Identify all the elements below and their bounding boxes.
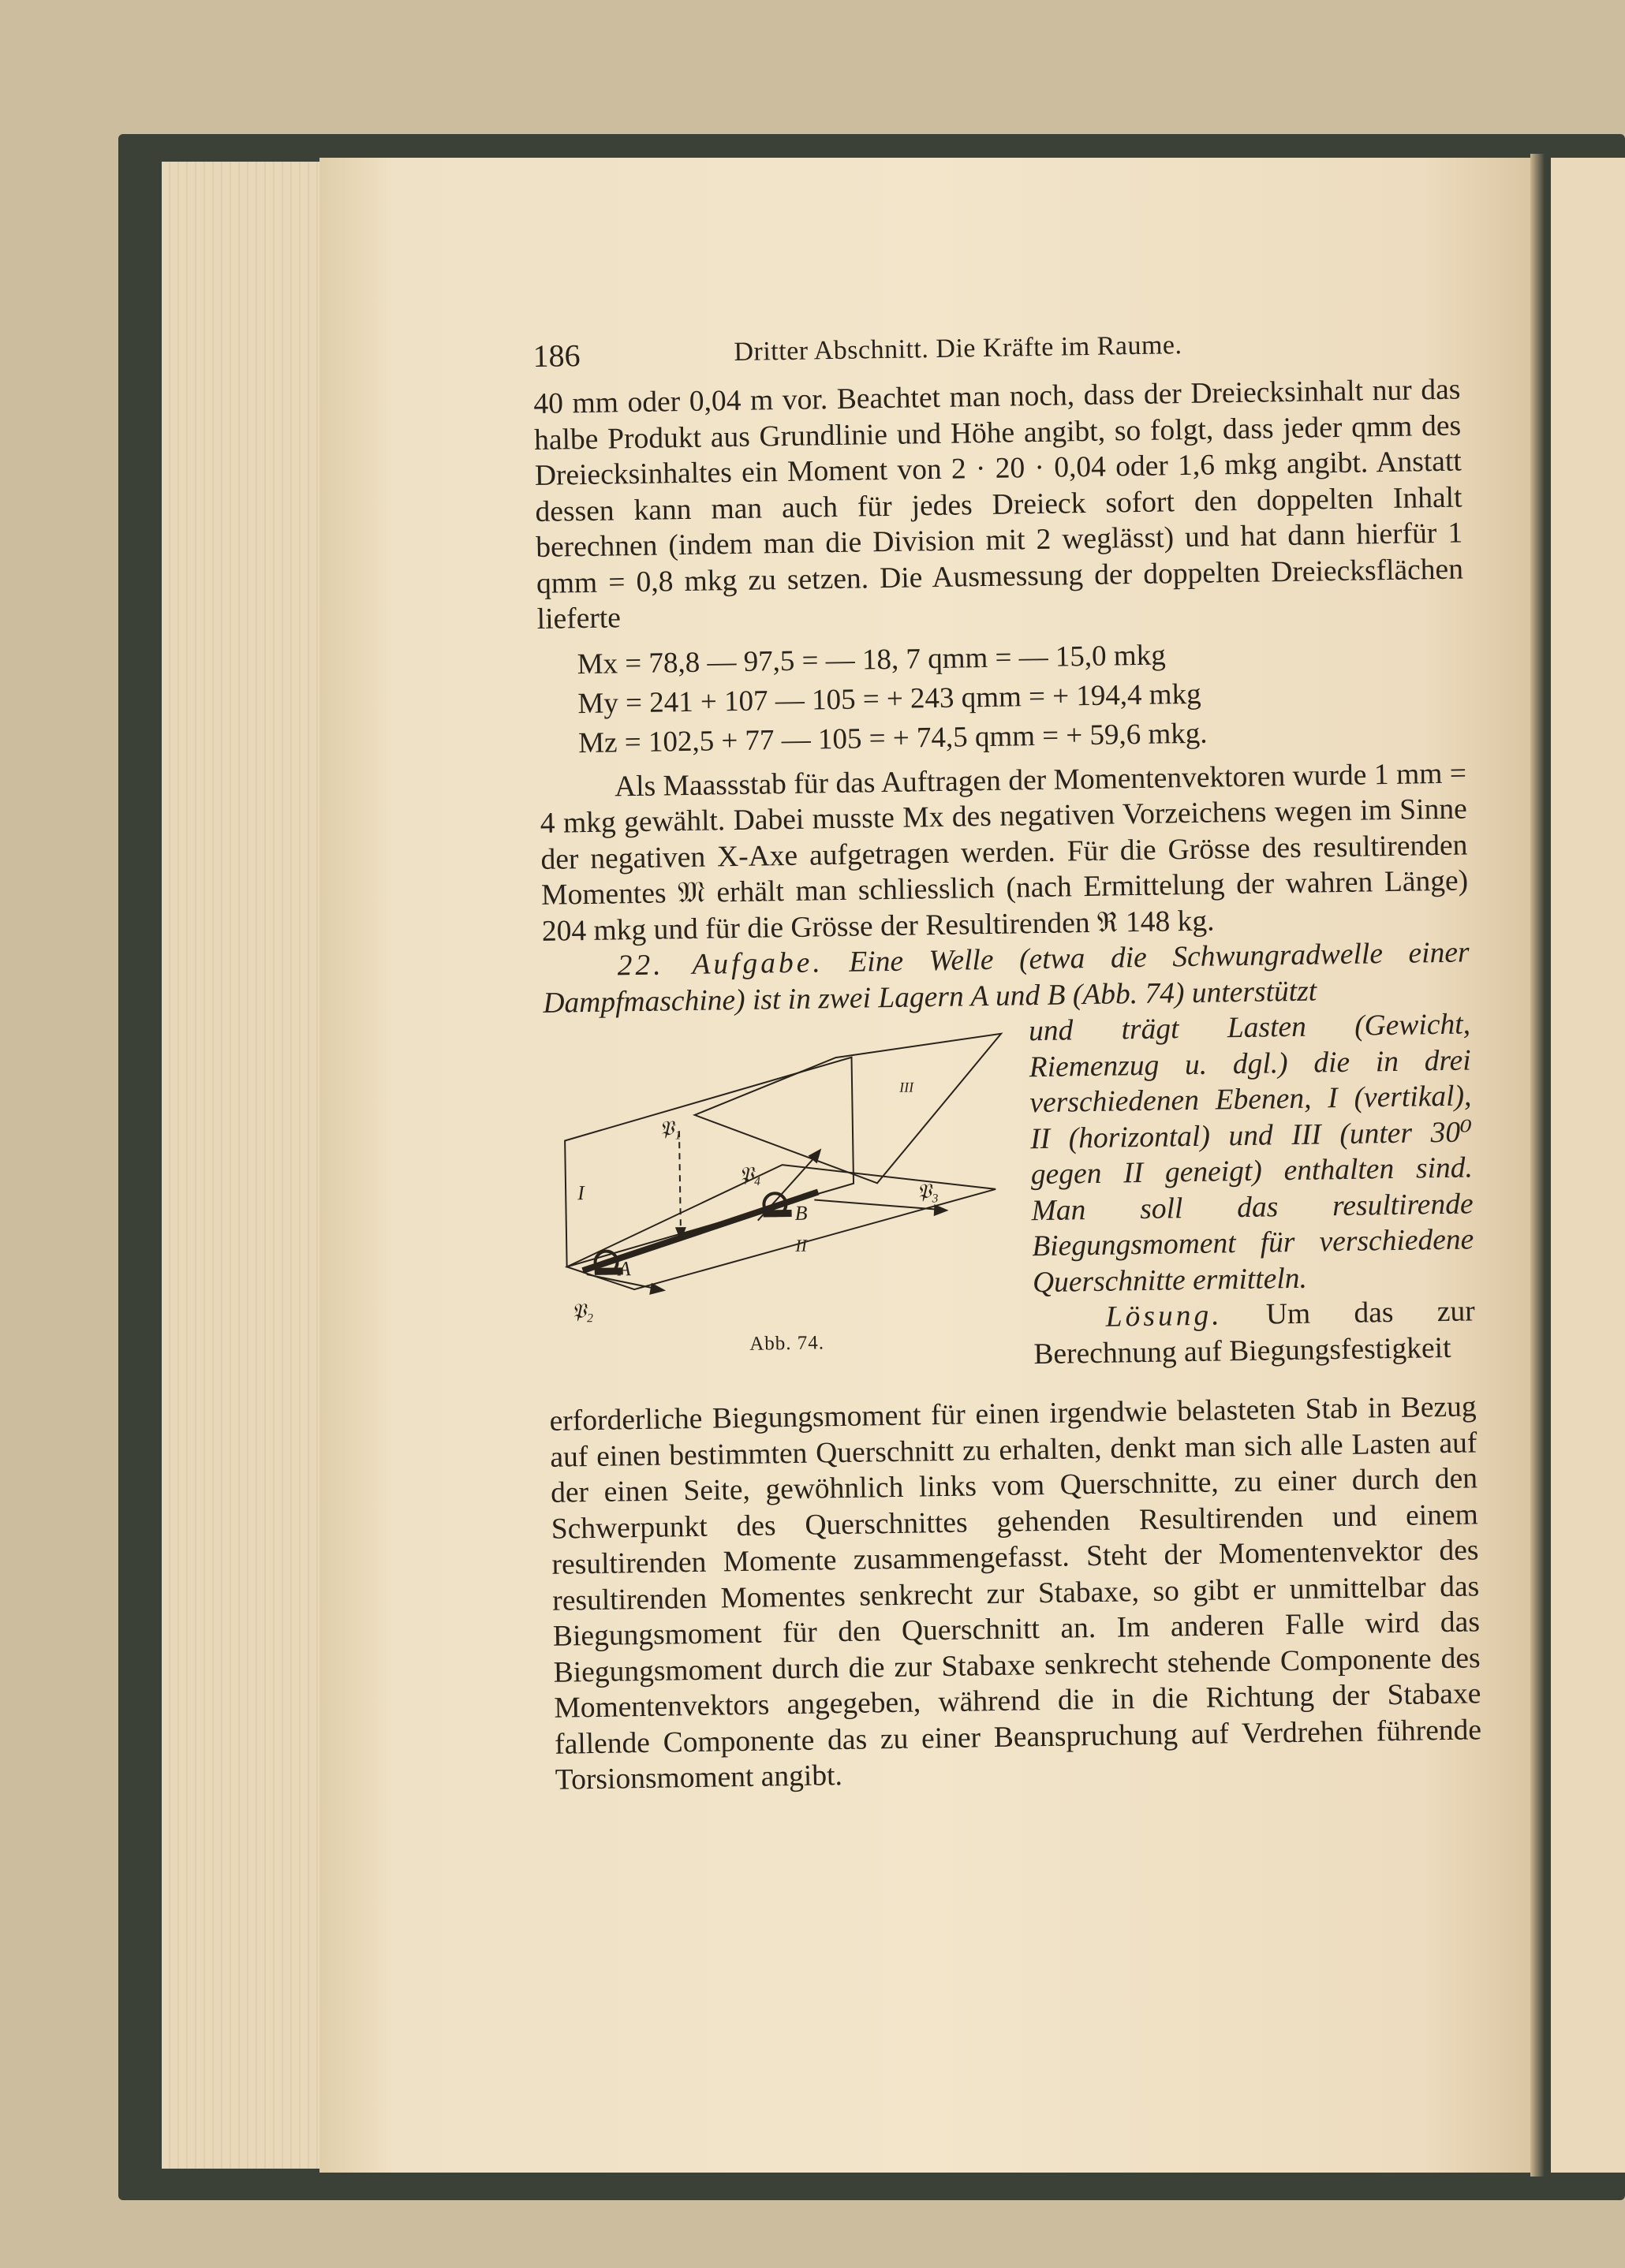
facing-page-edge	[1551, 158, 1625, 2173]
figure-74	[544, 1013, 1035, 1404]
label-point-a: A	[618, 1257, 631, 1281]
label-force-p3: 𝔓₃	[916, 1180, 939, 1203]
formula-block	[577, 631, 1466, 763]
paragraph-3: erforderliche Biegungsmoment für einen irgendwie belasteten Stab in Bezug auf einen bestimmten Querschnitt zu erhalten, denkt man sich alle Lasten auf der einen Seite, gewöhnlich links vom Querschnitte, zu einer durch den Schwerpunkt des Querschnittes gehenden Resultirenden und einem resultirenden Momente zusammengefasst. Steht der Momentenvektor des resultirenden Momentes senkrecht zur Stabaxe, so gibt er unmittelbar das Biegungsmoment für den Querschnitt an. Im anderen Falle wird das Biegungsmoment durch die zur Stabaxe senkrecht stehende Componente des Momentenvektors angegeben, während die in die Richtung der Stabaxe fallende Componente das zu einer Beanspruchung auf Verdrehen führende Torsionsmoment angibt.	[549, 1390, 1482, 1796]
label-point-b: B	[794, 1201, 808, 1225]
force-p2-arrowhead	[649, 1282, 666, 1294]
task-text-2: und trägt Lasten (Gewicht, Riemenzug u. dgl.) die in drei verschiedenen Ebenen, I (vertikal), II (horizontal) und III (unter 30⁰ gegen II geneigt) enthalten sind. Man soll das resultirende Biegungsmoment für verschiedene Querschnitte ermitteln.	[1028, 1008, 1474, 1299]
bearing-b-base	[764, 1210, 792, 1218]
figure-caption: Abb. 74.	[749, 1332, 825, 1355]
task-text-1: Eine Welle (etwa die Schwungradwelle einer Dampfmaschine) ist in zwei Lagern A und B (Abb. 74) unterstützt	[543, 936, 1470, 1020]
paragraph-2: Als Maassstab für das Auftragen der Momentenvektoren wurde 1 mm = 4 mkg gewählt. Dabei musste Mx des negativen Vorzeichens wegen im Sinne der negativen X-Axe aufgetragen werden. Für die Grösse des resultirenden Momentes 𝔐 erhält man schliesslich (nach Ermittelung der wahren Länge) 204 mkg und für die Grösse der Resultirenden ℜ 148 kg.	[540, 756, 1469, 948]
label-force-p4: 𝔓₄	[738, 1162, 761, 1187]
label-force-p2: 𝔓₂	[571, 1299, 594, 1323]
solution-text-1: Um das zur Berechnung auf Biegungsfestigkeit	[1033, 1295, 1476, 1371]
label-plane-i: I	[577, 1181, 585, 1205]
figure-row	[544, 1006, 1476, 1403]
formula-mz: Mz = 102,5 + 77 — 105 = + 74,5 qmm = + 59,6 mkg.	[577, 717, 1208, 759]
paragraph-1: 40 mm oder 0,04 m vor. Beachtet man noch, dass der Dreiecksinhalt nur das halbe Produkt aus Grundlinie und Höhe angibt, so folgt, dass jeder qmm des Dreiecksinhaltes ein Moment von 2 · 20 · 0,04 oder 1,6 mkg angibt. Anstatt dessen kann man auch für jedes Dreieck sofort den doppelten Inhalt berechnen (indem man die Division mit 2 weglässt) und hat dann hierfür 1 qmm = 0,8 mkg zu setzen. Die Ausmessung der doppelten Dreiecksflächen lieferte	[533, 373, 1464, 636]
figure-side-text	[1029, 1006, 1476, 1372]
page-text-block	[532, 317, 1482, 1799]
force-p3-arrowhead	[933, 1204, 948, 1216]
page-edges	[162, 162, 328, 2169]
label-force-p1: 𝔓₁	[659, 1117, 682, 1140]
force-p1-line	[679, 1131, 681, 1233]
formula-my: My = 241 + 107 — 105 = + 243 qmm = + 194,4 mkg	[577, 677, 1201, 720]
label-plane-iii: III	[898, 1079, 914, 1095]
shaft-diagram	[544, 1031, 1022, 1337]
solution-start	[1033, 1293, 1475, 1372]
solution-label: Lösung.	[1105, 1299, 1223, 1334]
page-number: 186	[532, 338, 581, 374]
formula-mx: Mx = 78,8 — 97,5 = — 18, 7 qmm = — 15,0 mkg	[577, 638, 1166, 681]
label-plane-ii: II	[795, 1235, 808, 1255]
running-title: Dritter Abschnitt. Die Kräfte im Raume.	[734, 330, 1182, 367]
task-label: 22. Aufgabe.	[617, 946, 824, 983]
